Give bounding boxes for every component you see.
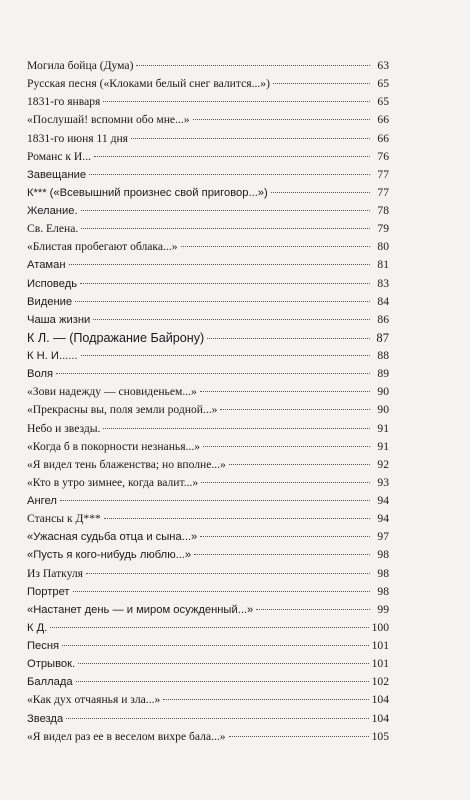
toc-entry-page: 78 [377,204,389,217]
toc-entry-title: Ангел [27,495,57,507]
toc-entry [27,275,389,293]
dot-leader [181,246,370,247]
dot-leader [73,591,370,592]
toc-entry-page: 81 [377,258,389,272]
toc-entry-page: 101 [371,639,389,652]
toc-entry [27,220,389,238]
dot-leader [56,373,370,374]
toc-entry [27,528,389,546]
dot-leader [60,500,370,501]
toc-entry-page: 90 [377,385,389,399]
toc-entry [27,583,389,601]
toc-entry [27,492,389,510]
toc-entry-page: 92 [377,457,389,471]
dot-leader [220,409,370,410]
toc-entry [27,293,389,311]
toc-entry [27,75,389,93]
dot-leader [104,518,370,519]
toc-entry-title: «Послушай! вспомни обо мне...» [27,113,190,127]
dot-leader [207,338,370,339]
dot-leader [50,627,368,628]
toc-entry-title: Чаша жизни [27,313,91,326]
toc-entry [27,57,389,75]
toc-entry [27,673,389,691]
toc-entry-page: 65 [377,77,389,91]
toc-entry [27,420,389,438]
toc-entry [27,93,389,111]
toc-entry-page: 88 [377,349,389,362]
toc-entry-page: 77 [377,185,389,199]
dot-leader [103,428,370,429]
toc-entry-title: «Блистая пробегают облака...» [27,240,178,254]
toc-entry-title: «Как дух отчаянья и зла...» [27,693,161,707]
toc-entry [27,474,389,492]
dot-leader [81,355,370,356]
dot-leader [69,264,370,265]
toc-entry [27,619,389,637]
toc-entry [27,601,389,619]
dot-leader [81,210,370,211]
dot-leader [76,681,369,682]
toc-entry-title: 1831-го июня 11 дня [27,131,129,145]
toc-entry-title: К*** («Всевышний произнес свой приговор...») [27,186,268,199]
toc-entry [27,130,389,148]
toc-entry [27,383,389,401]
toc-entry-page: 80 [377,240,389,254]
toc-entry-title: «Я видел раз ее в веселом вихре бала...» [27,729,226,743]
toc-entry-page: 84 [377,294,389,308]
toc-entry-title: Отрывок. [27,658,76,671]
toc-entry-title: «Прекрасны вы, поля земли родной...» [27,403,218,417]
dot-leader [131,138,370,139]
toc-entry-page: 66 [377,131,389,145]
toc-entry-title: К Д. [27,621,48,634]
toc-entry-title: Стансы к Д*** [27,512,101,526]
toc-entry-page: 100 [371,620,389,634]
dot-leader [75,301,370,302]
toc-entry [27,256,389,274]
toc-entry-title: Желание. [27,205,78,217]
toc-entry-page: 99 [377,602,389,616]
toc-entry-title: Могила бойца (Дума) [27,59,134,72]
toc-entry-title: Звезда [27,712,64,725]
toc-entry-page: 86 [377,312,389,326]
table-of-contents [27,57,389,746]
dot-leader [86,573,370,574]
toc-entry-page: 93 [377,475,389,489]
toc-entry-title: «Кто в утро зимнее, когда валит...» [27,475,199,489]
toc-entry [27,456,389,474]
dot-leader [81,228,370,229]
toc-entry-title: К Л. — (Подражание Байрону) [27,330,205,345]
toc-entry-title: Завещание [27,168,87,181]
dot-leader [203,446,370,447]
toc-entry-title: «Пусть я кого-нибудь люблю...» [27,549,192,562]
dot-leader [89,174,370,175]
toc-entry-title: Романс к И... [27,149,91,163]
toc-entry [27,111,389,129]
toc-entry-title: Русская песня («Клоками белый снег валится...») [27,77,270,91]
dot-leader [229,736,369,737]
toc-entry-page: 66 [377,113,389,127]
dot-leader [93,319,370,320]
toc-entry-title: Портрет [27,585,70,598]
toc-entry-page: 98 [377,584,389,598]
toc-entry [27,238,389,256]
dot-leader [78,663,368,664]
toc-entry-page: 94 [377,512,389,526]
toc-entry [27,347,389,365]
toc-entry-page: 90 [377,403,389,417]
toc-entry-title: Баллада [27,676,73,689]
toc-entry [27,148,389,166]
toc-entry-page: 77 [377,167,389,181]
toc-entry-page: 76 [377,149,389,163]
toc-entry [27,565,389,583]
dot-leader [256,609,370,610]
toc-entry [27,311,389,329]
toc-entry [27,546,389,564]
dot-leader [103,101,370,102]
toc-entry-title: «Когда б в покорности незнанья...» [27,439,201,453]
toc-entry-title: Исповедь [27,277,78,290]
toc-entry-page: 102 [371,675,389,689]
toc-entry-page: 94 [377,494,389,507]
toc-entry-title: Небо и звезды. [27,421,101,435]
toc-entry-page: 91 [377,421,389,435]
toc-entry-title: Из Паткуля [27,566,84,580]
toc-entry-title: Атаман [27,259,66,272]
toc-entry-page: 101 [371,657,389,671]
dot-leader [271,192,370,193]
dot-leader [163,699,368,700]
toc-entry-title: К Н. И...... [27,350,78,362]
dot-leader [194,554,370,555]
toc-entry-page: 91 [377,439,389,453]
toc-entry-title: «Настанет день — и миром осужденный...» [27,603,254,616]
toc-entry-page: 63 [377,59,389,72]
dot-leader [229,464,370,465]
dot-leader [200,536,370,537]
toc-entry [27,655,389,673]
dot-leader [94,156,370,157]
toc-entry [27,637,389,655]
dot-leader [136,65,370,66]
toc-entry [27,166,389,184]
toc-entry-title: «Ужасная судьба отца и сына...» [27,531,198,544]
toc-entry [27,728,389,746]
dot-leader [193,119,370,120]
toc-entry-title: Св. Елена. [27,222,79,236]
toc-entry-page: 79 [377,222,389,236]
dot-leader [80,283,370,284]
toc-entry-title: Видение [27,295,73,308]
toc-entry-page: 98 [377,548,389,562]
toc-entry-title: «Я видел тень блаженства; но вполне...» [27,457,226,471]
dot-leader [200,391,370,392]
toc-entry-page: 83 [377,276,389,290]
toc-entry [27,438,389,456]
dot-leader [273,83,370,84]
toc-entry [27,710,389,728]
toc-entry [27,365,389,383]
toc-entry [27,691,389,709]
dot-leader [66,718,368,719]
toc-entry-title: Песня [27,640,60,652]
toc-entry-page: 104 [371,711,389,725]
toc-entry [27,510,389,528]
dot-leader [201,482,370,483]
dot-leader [62,645,369,646]
toc-entry-page: 65 [377,95,389,109]
toc-entry-page: 105 [371,729,389,743]
toc-entry-page: 104 [371,693,389,707]
toc-entry-title: Воля [27,368,54,381]
toc-entry-page: 98 [377,566,389,580]
toc-entry-page: 89 [377,367,389,381]
toc-entry [27,401,389,419]
toc-entry-page: 97 [377,530,389,544]
toc-entry-title: «Зови надежду — сновиденьем...» [27,385,197,399]
toc-entry-page: 87 [376,330,389,345]
toc-entry [27,329,389,347]
toc-entry-title: 1831-го января [27,95,101,109]
toc-entry [27,202,389,220]
toc-entry [27,184,389,202]
